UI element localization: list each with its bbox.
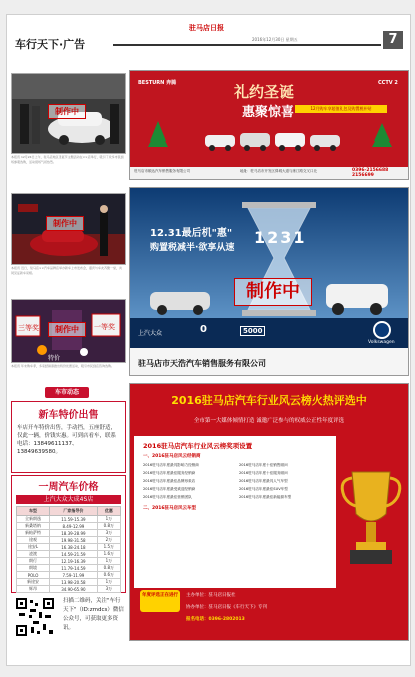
vw-footer: 驻马店市天浩汽车销售服务有限公司 <box>138 359 266 368</box>
price-table-cell: 1万 <box>97 558 120 565</box>
besturn-headline: 礼约圣诞 <box>234 83 295 101</box>
price-table-row <box>17 530 121 537</box>
svg-text:特价: 特价 <box>48 355 61 362</box>
watermark-stamp: 制作中 <box>48 104 86 119</box>
ad-awards <box>129 383 409 641</box>
vw-big-date: 1231 <box>254 228 307 247</box>
price-table-row <box>17 551 121 558</box>
trophy-icon <box>338 464 404 574</box>
price-table-cell: 0.8万 <box>97 565 120 572</box>
price-header-cell: 厂家指导价 <box>50 507 98 516</box>
award-item: 2016驻马店年度十佳服务顾问 <box>239 471 288 475</box>
price-table-row <box>17 565 121 572</box>
classified-title: 新车特价出售 <box>38 410 99 421</box>
price-table-row <box>17 537 121 544</box>
price-table-cell: 11.59-15.39 <box>50 516 98 523</box>
price-table-cell: POLO <box>17 572 50 579</box>
svg-text:一等奖: 一等奖 <box>94 323 115 331</box>
photo-caption-3: 本报讯 年末购车季，多家经销商推出特价优惠活动，吸引市民到店咨询选购。 <box>11 364 114 368</box>
price-table-cell: 凌渡 <box>17 551 50 558</box>
price-table-cell: 1.6万 <box>97 551 120 558</box>
price-table-cell: 朗行 <box>17 558 50 565</box>
watermark-stamp: 制作中 <box>234 278 312 306</box>
award-item: 2016驻马店年度最佳营销团队 <box>143 495 192 499</box>
classified-body: 车店开车特价出售，手动挡，五座舒适，仅此一辆，价钱实惠。可到店看车，联系电话：13849611137、13849639580。 <box>17 425 117 455</box>
price-table-cell: 0.6万 <box>97 572 120 579</box>
price-table-row <box>17 579 121 586</box>
award-item: 2016驻马店年度最具影响力经销商 <box>143 463 199 467</box>
award-item: 2016驻马店年度最具人气车型 <box>239 479 288 483</box>
page-header <box>7 15 410 53</box>
price-table-cell: 1万 <box>97 579 120 586</box>
price-table-row <box>17 586 121 593</box>
price-table <box>16 506 121 593</box>
photo-caption-2: 本报讯 近日，驻马店××汽车品牌店举办新车上市发布会，嘉宾与车友齐聚一堂，共同见证新车亮相。 <box>11 266 122 275</box>
header-rule <box>113 44 381 46</box>
award-item: 2016驻马店年度最佳服务经销商 <box>143 471 196 475</box>
price-table-cell: 1.5万 <box>97 544 120 551</box>
price-table-cell: 2万 <box>97 537 120 544</box>
awards-section-1: 一、2016驻马店风云经销商 <box>143 454 201 459</box>
price-table-box <box>11 475 126 593</box>
awards-inner-panel <box>134 436 336 588</box>
price-table-cell: 途安L <box>17 544 50 551</box>
price-table-cell: 新桑塔纳 <box>17 523 50 530</box>
page-number: 7 <box>383 31 403 49</box>
price-table-cell: 34.90-65.90 <box>50 586 98 593</box>
price-table-row <box>17 516 121 523</box>
price-table-cell: 0.8万 <box>97 523 120 530</box>
besturn-address: 地址：驻马店市开发区驿城大道与练江路交叉口北 <box>240 169 317 173</box>
price-table-cell: 新途安 <box>17 579 50 586</box>
vw-headline-2: 购置税减半·欲享从速 <box>150 243 235 253</box>
news-photo-3 <box>11 299 126 363</box>
awards-list <box>143 461 327 501</box>
watermark-stamp: 制作中 <box>48 322 86 337</box>
price-table-row <box>17 558 121 565</box>
besturn-brand: BESTURN 奔腾 <box>138 80 177 86</box>
price-table-cell: 全新朗逸 <box>17 516 50 523</box>
qr-description: 扫描二维码，关注"车行天下"（ID:zmdcs）微信公众号，可获取更多资讯。 <box>63 598 124 631</box>
besturn-phone: 0396-2156688 2156699 <box>352 168 389 178</box>
date-line: 2016年12月30日 星期五 <box>252 37 298 42</box>
price-table-cell: 19.98-31.58 <box>50 537 98 544</box>
price-table-subtitle: 上汽大众大成4S店 <box>16 495 121 504</box>
besturn-ribbon: 12月购车享超值礼包及购置税补贴 <box>295 105 387 113</box>
award-item: 2016驻马店年度最受欢迎经销商 <box>143 487 196 491</box>
price-table-cell: 新帕萨特 <box>17 530 50 537</box>
price-table-cell: 18.39-28.99 <box>50 530 98 537</box>
price-table-cell: 16.38-24.18 <box>50 544 98 551</box>
watermark-stamp: 制作中 <box>46 216 84 231</box>
awards-support: 协办单位：驻马店日报《车行天下》专刊 <box>186 605 267 610</box>
news-photo-2 <box>11 193 126 265</box>
svg-text:三等奖: 三等奖 <box>18 324 39 332</box>
price-table-cell: 3万 <box>97 586 120 593</box>
vw-brand: Volkswagen <box>368 340 395 345</box>
price-table-row <box>17 572 121 579</box>
vw-headline-1: 12.31最后机"惠" <box>150 228 233 239</box>
besturn-company: 驻马店市顺达汽车销售服务有限公司 <box>134 169 190 173</box>
award-item: 2016驻马店年度十佳销售顾问 <box>239 463 288 467</box>
awards-organizer: 主办单位：驻马店日报社 <box>186 593 236 598</box>
awards-section-2: 二、2016驻马店风云车型 <box>143 506 197 511</box>
newspaper-logo: 驻马店日报 <box>189 24 224 32</box>
price-table-cell: 13.98-20.58 <box>50 579 98 586</box>
price-table-cell: 途观 <box>17 537 50 544</box>
news-tag: 车市动态 <box>45 387 89 398</box>
ad-besturn <box>129 70 409 180</box>
awards-hotline: 报名电话：0396-2802013 <box>186 617 245 622</box>
besturn-subline: 惠聚惊喜 <box>242 105 295 120</box>
newspaper-page <box>6 14 411 666</box>
price-header-cell: 车型 <box>17 507 50 516</box>
awards-title: 2016驻马店汽车行业风云榜火热评选中 <box>171 394 367 407</box>
awards-slogan: 全市第一大媒体倾情打造 诚邀广泛参与的权威公正性年度评选 <box>193 418 345 424</box>
award-item: 2016驻马店年度最佳SUV车型 <box>239 487 288 491</box>
price-table-cell: 7.59-11.99 <box>50 572 98 579</box>
price-table-row <box>17 544 121 551</box>
price-table-cell: 朗境 <box>17 565 50 572</box>
price-table-cell: 1万 <box>97 516 120 523</box>
price-table-cell: 辉昂 <box>17 586 50 593</box>
price-table-title: 一周汽车价格 <box>38 482 99 493</box>
cctv-badge: CCTV 2 <box>378 80 398 86</box>
price-header-cell: 优惠 <box>97 507 120 516</box>
price-table-cell: 3万 <box>97 530 120 537</box>
price-table-cell: 8.49-12.99 <box>50 523 98 530</box>
news-photo-1 <box>11 73 126 154</box>
price-table-cell: 11.79-14.59 <box>50 565 98 572</box>
price-table-row <box>17 523 121 530</box>
photo-caption-1: 本报讯 12月24日上午，驻马店地区圣诞节主题活动在××店举行，吸引了众多市民到场参观选购，活动现场气氛热烈。 <box>11 155 124 164</box>
awards-inner-title: 2016驻马店汽车行业风云榜奖项设置 <box>143 442 253 450</box>
qr-code-icon <box>15 597 55 637</box>
award-item: 2016驻马店年度最佳品牌形象店 <box>143 479 196 483</box>
award-item: 2016驻马店年度最佳新能源车型 <box>239 495 292 499</box>
price-table-header-row <box>17 507 121 516</box>
awards-badge: 年度评选正在进行 <box>140 590 180 612</box>
vw-offer-2: 5000 <box>240 326 265 336</box>
price-table-cell: 14.59-21.59 <box>50 551 98 558</box>
section-title: 车行天下·广告 <box>15 38 86 51</box>
price-table-cell: 12.19-16.39 <box>50 558 98 565</box>
ad-volkswagen <box>129 187 409 376</box>
vw-dealer: 上汽大众 <box>138 330 163 337</box>
qr-code <box>15 597 55 637</box>
classified-box <box>11 401 126 473</box>
vw-offer-1: 0 <box>200 324 207 335</box>
